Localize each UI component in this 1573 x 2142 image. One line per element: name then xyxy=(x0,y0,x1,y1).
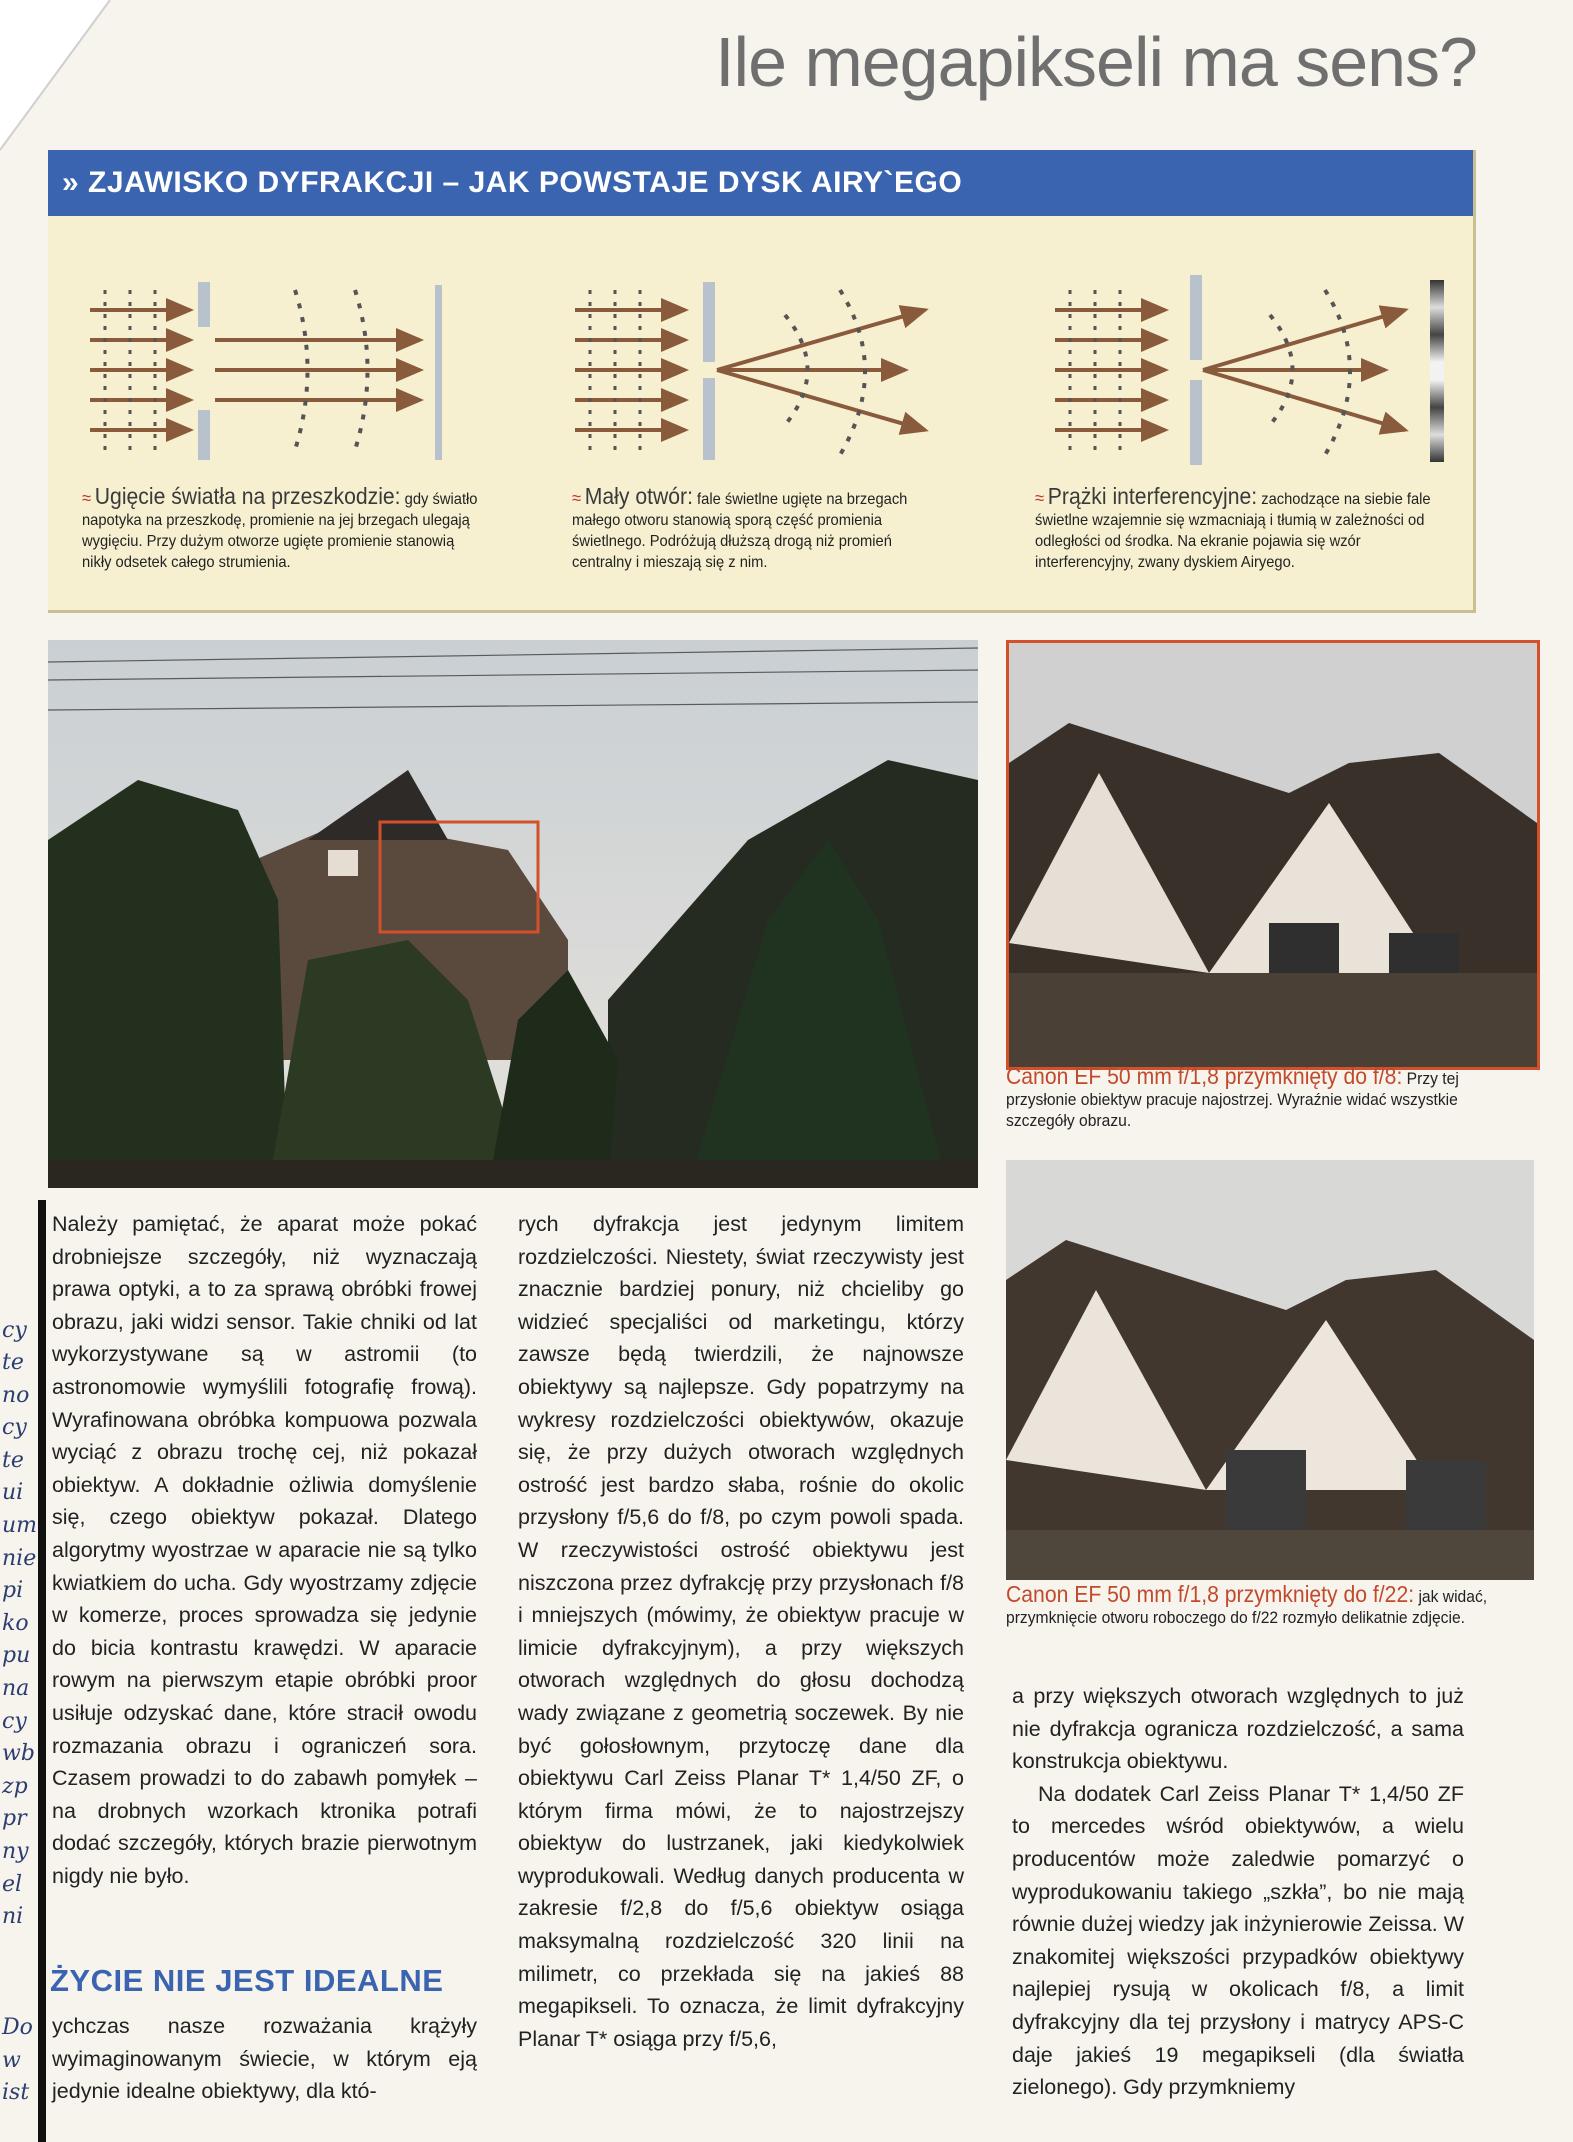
margin-note: pi xyxy=(2,1578,24,1603)
binding-spine xyxy=(38,1200,46,2142)
caption-bending: ≈ Ugięcie światła na przeszkodzie: gdy światło napotyka na przeszkodę, promienie na jej brzegach ulegają wygięciu. Przy dużym otworze ugięte promienie stanowią nikły odsetek całego strumienia. xyxy=(82,483,478,571)
main-photo xyxy=(48,640,978,1188)
margin-note: ui xyxy=(2,1480,24,1505)
margin-note: na xyxy=(2,1676,30,1701)
diagram-small-aperture xyxy=(565,270,945,470)
section-heading: ŻYCIE NIE JEST IDEALNE xyxy=(50,1963,444,1998)
margin-note: Do xyxy=(2,2015,33,2040)
margin-note: wb xyxy=(2,1741,35,1766)
margin-note: cy xyxy=(2,1709,27,1734)
margin-note: pr xyxy=(2,1806,27,1831)
column-2 xyxy=(518,1208,964,2055)
column-1 xyxy=(52,1208,477,1892)
margin-note: ist xyxy=(2,2080,30,2105)
column-3-paragraph-1: a przy większych otworach względnych to już nie dyfrakcja ogranicza rozdzielczość, a sama konstrukcja obiektywu. xyxy=(1012,1684,1464,1774)
margin-note: te xyxy=(2,1350,24,1375)
crop-photo-f8-caption: Canon EF 50 mm f/1,8 przymknięty do f/8: Przy tej przysłonie obiektyw pracuje najostrzej. Wyraźnie widać wszystkie szczegóły obrazu. xyxy=(1006,1063,1459,1130)
margin-note: um xyxy=(2,1513,38,1538)
column-2-paragraph-1: rych dyfrakcja jest jedynym limitem rozdzielczości. Niestety, świat rzeczywisty jest znacznie bardziej ponury, niż chcieliby go widzieć specjaliści od marketingu, którzy zawsze będą twierdzili, że najnowsze obiektywy są najlepsze. Gdy popatrzymy na wykresy rozdzielczości obiektywów, okazuje się, że przy dużych otworach względnych ostrość jest bardzo słaba, rośnie do okolic przysłony f/5,6 do f/8, po czym powoli spada. W rzeczywistości ostrość obiektywu jest niszczona przez dyfrakcję przy przysłonach f/8 i mniejszych (mówimy, że obiektyw pracuje w limicie dyfrakcyjnym), a przy większych otworach względnych do głosu dochodzą wady związane z geometrią soczewek. By nie być gołosłownym, przytoczę dane dla obiektywu Carl Zeiss Planar T* 1,4/50 ZF, o którym firma mówi, że to najostrzejszy obiektyw do lustrzanek, jaki kiedykolwiek wyprodukowali. Według danych producenta w zakresie f/2,8 do f/5,6 obiektyw osiąga maksymalną rozdzielczość 320 linii na milimetr, co przekłada się na jakieś 88 megapikseli. To oznacza, że limit dyfrakcyjny Planar T* osiąga przy f/5,6, xyxy=(518,1212,964,2051)
margin-note: w xyxy=(2,2048,21,2073)
margin-note: cy xyxy=(2,1415,27,1440)
column-3-paragraph-2: Na dodatek Carl Zeiss Planar T* 1,4/50 ZF to mercedes wśród obiektywów, a wielu producentów może zaledwie pomarzyć o wyprodukowaniu takiego „szkła”, bo nie mają równie dużej wiedzy jak inżynierowie Zeissa. W znakomitej większości przypadków obiektywy najlepiej rysują w okolicach f/8, a limit dyfrakcyjny dla tej przysłony i matrycy APS-C daje jakieś 19 megapikseli (dla światła zielonego). Gdy przymkniemy xyxy=(1012,1781,1464,2100)
margin-note: el xyxy=(2,1872,23,1897)
caption-interference: ≈ Prążki interferencyjne: zachodzące na siebie fale świetlne wzajemnie się wzmacniają i tłumią w zależności od odległości od środka. Na ekranie pojawia się wzór interferencyjny, zwany dyskiem Airyego. xyxy=(1035,483,1431,571)
page-title: Ile megapikseli ma sens? xyxy=(715,23,1477,101)
margin-note: te xyxy=(2,1448,24,1473)
crop-photo-f22 xyxy=(1006,1160,1534,1580)
diagram-bending xyxy=(80,270,460,470)
column-1-paragraph-2: ychczas nasze rozważania krążyły wyimaginowanym świecie, w którym eją jedynie idealne obiektywy, dla któ- xyxy=(52,2014,477,2104)
margin-note: nie xyxy=(2,1546,37,1571)
page-corner xyxy=(0,0,150,170)
diffraction-box-header: » ZJAWISKO DYFRAKCJI – JAK POWSTAJE DYSK AIRY`EGO xyxy=(48,150,1473,216)
column-3 xyxy=(1012,1680,1464,2104)
diagram-interference xyxy=(1045,270,1455,470)
margin-note: ni xyxy=(2,1904,24,1929)
margin-note: pu xyxy=(2,1643,31,1668)
column-1-paragraph-1: Należy pamiętać, że aparat może pokać drobniejsze szczegóły, niż wyznaczają prawa optyki, a to za sprawą obróbki frowej obrazu, jaki widzi sensor. Takie chniki od lat wykorzystywane są w astromii (to astronomowie wymyślili fotografię frową). Wyrafinowana obróbka kompuowa pozwala wyciąć z obrazu trochę cej, niż pokazał obiektyw. A dokładnie ożliwia domyślenie się, czego obiektyw pokazał. Dlatego algorytmy wyostrzae w aparacie nie są tylko kwiatkiem do ucha. Gdy wyostrzamy zdjęcie w komerze, proces sprowadza się jedynie do bicia kontrastu krawędzi. W aparacie rowym na pierwszym etapie obróbki proor usiłuje odzyskać dane, które stracił owodu rozmazania obrazu i ograniczeń sora. Czasem prowadzi to do zabawh pomyłek – na drobnych wzorkach ktronika potrafi dodać szczegóły, których brazie pierwotnym nigdy nie było. xyxy=(52,1212,477,1888)
caption-small-aperture: ≈ Mały otwór: fale świetlne ugięte na brzegach małego otworu stanowią sporą część promienia świetlnego. Podróżują dłuższą drogą niż promień centralny i mieszają się z nim. xyxy=(572,483,908,571)
margin-note: ny xyxy=(2,1839,29,1864)
crop-photo-f22-caption: Canon EF 50 mm f/1,8 przymknięty do f/22: jak widać, przymknięcie otworu roboczego do f/22 rozmyło delikatnie zdjęcie. xyxy=(1006,1581,1488,1627)
crop-photo-f8 xyxy=(1006,640,1540,1070)
column-1-after-heading xyxy=(52,2010,477,2108)
margin-note: zp xyxy=(2,1774,28,1799)
margin-note: no xyxy=(2,1383,30,1408)
margin-note: ko xyxy=(2,1611,29,1636)
margin-note: cy xyxy=(2,1318,27,1343)
